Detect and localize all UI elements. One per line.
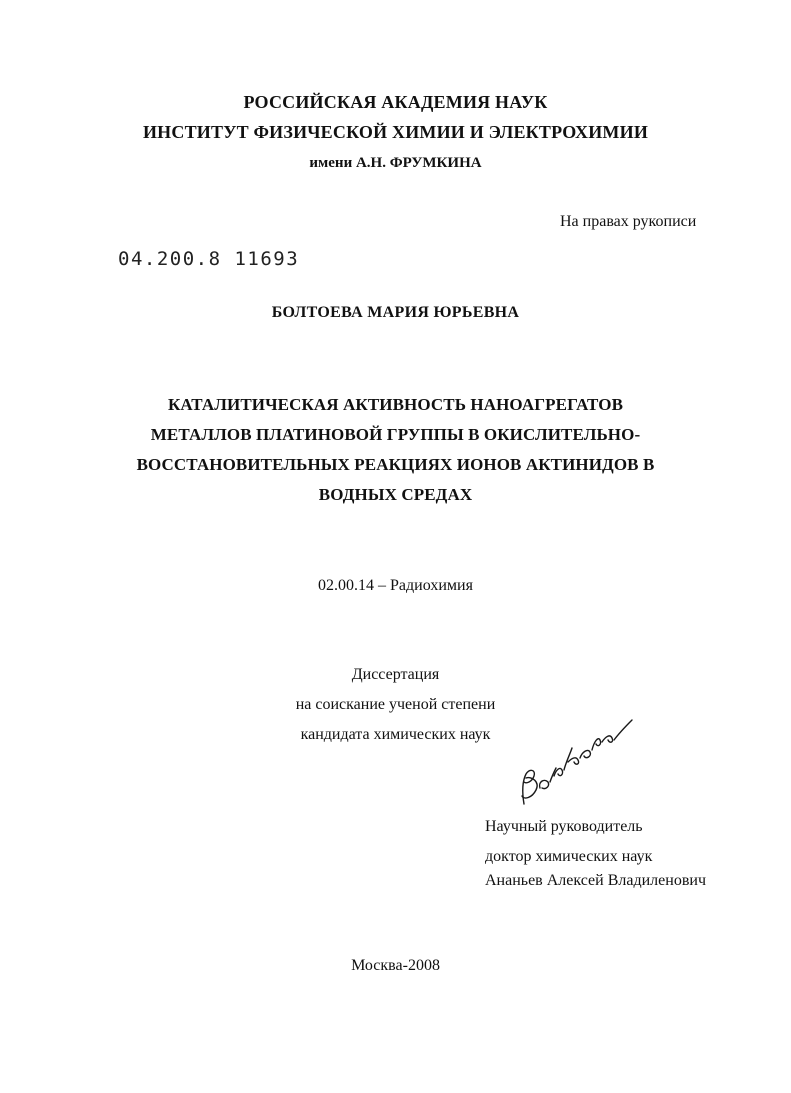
supervisor-name: Ананьев Алексей Владиленович	[485, 872, 706, 889]
supervisor-role: Научный руководитель	[485, 818, 643, 835]
author-signature	[510, 718, 640, 810]
signature-text: Болтоева	[512, 809, 516, 810]
thesis-title-line-3: ВОССТАНОВИТЕЛЬНЫХ РЕАКЦИЯХ ИОНОВ АКТИНИДОВ В	[136, 455, 655, 474]
degree-name: кандидата химических наук	[300, 726, 491, 743]
thesis-title-line-1: КАТАЛИТИЧЕСКАЯ АКТИВНОСТЬ НАНОАГРЕГАТОВ	[167, 395, 624, 414]
supervisor-degree: доктор химических наук	[485, 848, 653, 865]
rights-note: На правах рукописи	[560, 213, 697, 230]
degree-purpose: на соискание ученой степени	[295, 696, 496, 713]
thesis-title-line-4: ВОДНЫХ СРЕДАХ	[318, 485, 473, 504]
thesis-title-line-2: МЕТАЛЛОВ ПЛАТИНОВОЙ ГРУППЫ В ОКИСЛИТЕЛЬНО-	[150, 425, 641, 444]
institute-named-after: имени А.Н. ФРУМКИНА	[309, 155, 482, 171]
stamp-number: 04.200.8 11693	[118, 248, 300, 270]
academy-name: РОССИЙСКАЯ АКАДЕМИЯ НАУК	[243, 92, 548, 112]
specialty-code: 02.00.14 – Радиохимия	[318, 577, 473, 594]
registration-stamp	[118, 248, 299, 270]
document-type: Диссертация	[351, 666, 440, 683]
author-name: БОЛТОЕВА МАРИЯ ЮРЬЕВНА	[271, 304, 520, 321]
city-year: Москва-2008	[351, 957, 440, 974]
institute-name: ИНСТИТУТ ФИЗИЧЕСКОЙ ХИМИИ И ЭЛЕКТРОХИМИИ	[142, 122, 649, 142]
